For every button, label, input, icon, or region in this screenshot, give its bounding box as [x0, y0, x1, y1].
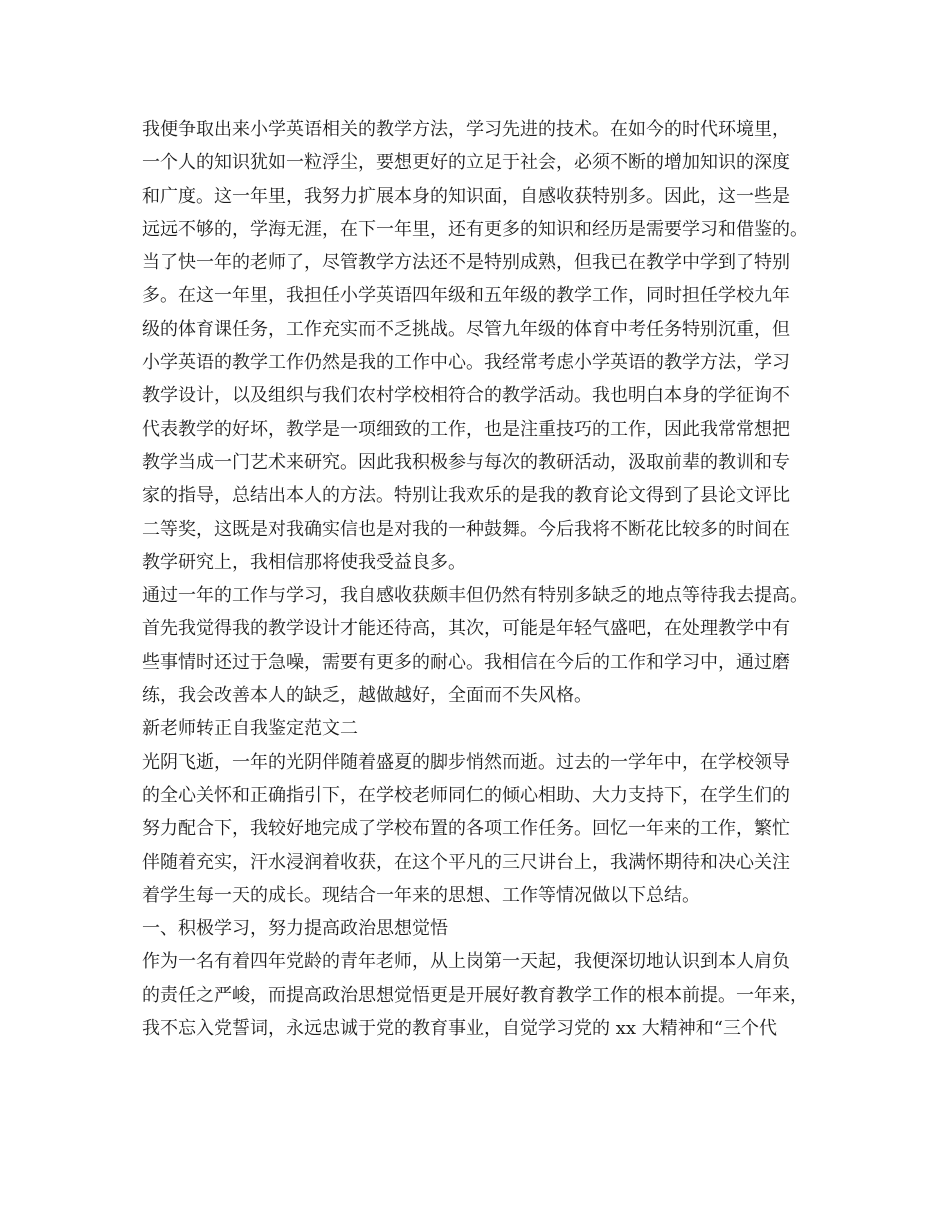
text-line: 些事情时还过于急噪，需要有更多的耐心。我相信在今后的工作和学习中，通过磨 — [142, 651, 790, 673]
text-line: 家的指导，总结出本人的方法。特别让我欢乐的是我的教育论文得到了县论文评比 — [142, 485, 790, 507]
text-line: 作为一名有着四年党龄的青年老师，从上岗第一天起，我便深切地认识到本人肩负 — [142, 951, 790, 973]
text-line: 的全心关怀和正确指引下，在学校老师同仁的倾心相助、大力支持下，在学生们的 — [142, 784, 790, 806]
section-heading: 新老师转正自我鉴定范文二 — [142, 718, 358, 740]
text-line: 首先我觉得我的教学设计才能还待高，其次，可能是年轻气盛吧，在处理教学中有 — [142, 618, 790, 640]
text-line: 我不忘入党誓词，永远忠诚于党的教育事业，自觉学习党的 xx 大精神和“三个代 — [142, 1018, 777, 1040]
section-heading: 一、积极学习，努力提高政治思想觉悟 — [142, 918, 448, 940]
text-line: 级的体育课任务，工作充实而不乏挑战。尽管九年级的体育中考任务特别沉重，但 — [142, 318, 790, 340]
text-line: 努力配合下，我较好地完成了学校布置的各项工作任务。回忆一年来的工作，繁忙 — [142, 818, 790, 840]
text-line: 多。在这一年里，我担任小学英语四年级和五年级的教学工作，同时担任学校九年 — [142, 285, 790, 307]
text-line: 和广度。这一年里，我努力扩展本身的知识面，自感收获特别多。因此，这一些是 — [142, 185, 790, 207]
text-line: 一个人的知识犹如一粒浮尘，要想更好的立足于社会，必须不断的增加知识的深度 — [142, 152, 790, 174]
text-line: 远远不够的，学海无涯，在下一年里，还有更多的知识和经历是需要学习和借鉴的。 — [142, 218, 808, 240]
text-line: 教学当成一门艺术来研究。因此我积极参与每次的教研活动，汲取前辈的教训和专 — [142, 451, 790, 473]
text-line: 的责任之严峻，而提高政治思想觉悟更是开展好教育教学工作的根本前提。一年来， — [142, 984, 808, 1006]
text-line: 伴随着充实，汗水浸润着收获，在这个平凡的三尺讲台上，我满怀期待和决心关注 — [142, 851, 790, 873]
text-line: 教学设计，以及组织与我们农村学校相符合的教学活动。我也明白本身的学征询不 — [142, 385, 790, 407]
text-line: 练，我会改善本人的缺乏，越做越好，全面而不失风格。 — [142, 685, 592, 707]
document-body — [142, 113, 822, 1045]
text-line: 光阴飞逝，一年的光阴伴随着盛夏的脚步悄然而逝。过去的一学年中，在学校领导 — [142, 751, 790, 773]
text-line: 通过一年的工作与学习，我自感收获颇丰但仍然有特别多缺乏的地点等待我去提高。 — [142, 585, 808, 607]
text-line: 小学英语的教学工作仍然是我的工作中心。我经常考虑小学英语的教学方法，学习 — [142, 352, 790, 374]
text-line: 着学生每一天的成长。现结合一年来的思想、工作等情况做以下总结。 — [142, 884, 700, 906]
text-line: 当了快一年的老师了，尽管教学方法还不是特别成熟，但我已在教学中学到了特别 — [142, 252, 790, 274]
text-line: 二等奖，这既是对我确实信也是对我的一种鼓舞。今后我将不断花比较多的时间在 — [142, 518, 790, 540]
text-line: 教学研究上，我相信那将使我受益良多。 — [142, 551, 466, 573]
text-line: 代表教学的好坏，教学是一项细致的工作，也是注重技巧的工作，因此我常常想把 — [142, 418, 790, 440]
text-line: 我便争取出来小学英语相关的教学方法，学习先进的技术。在如今的时代环境里， — [142, 119, 790, 140]
